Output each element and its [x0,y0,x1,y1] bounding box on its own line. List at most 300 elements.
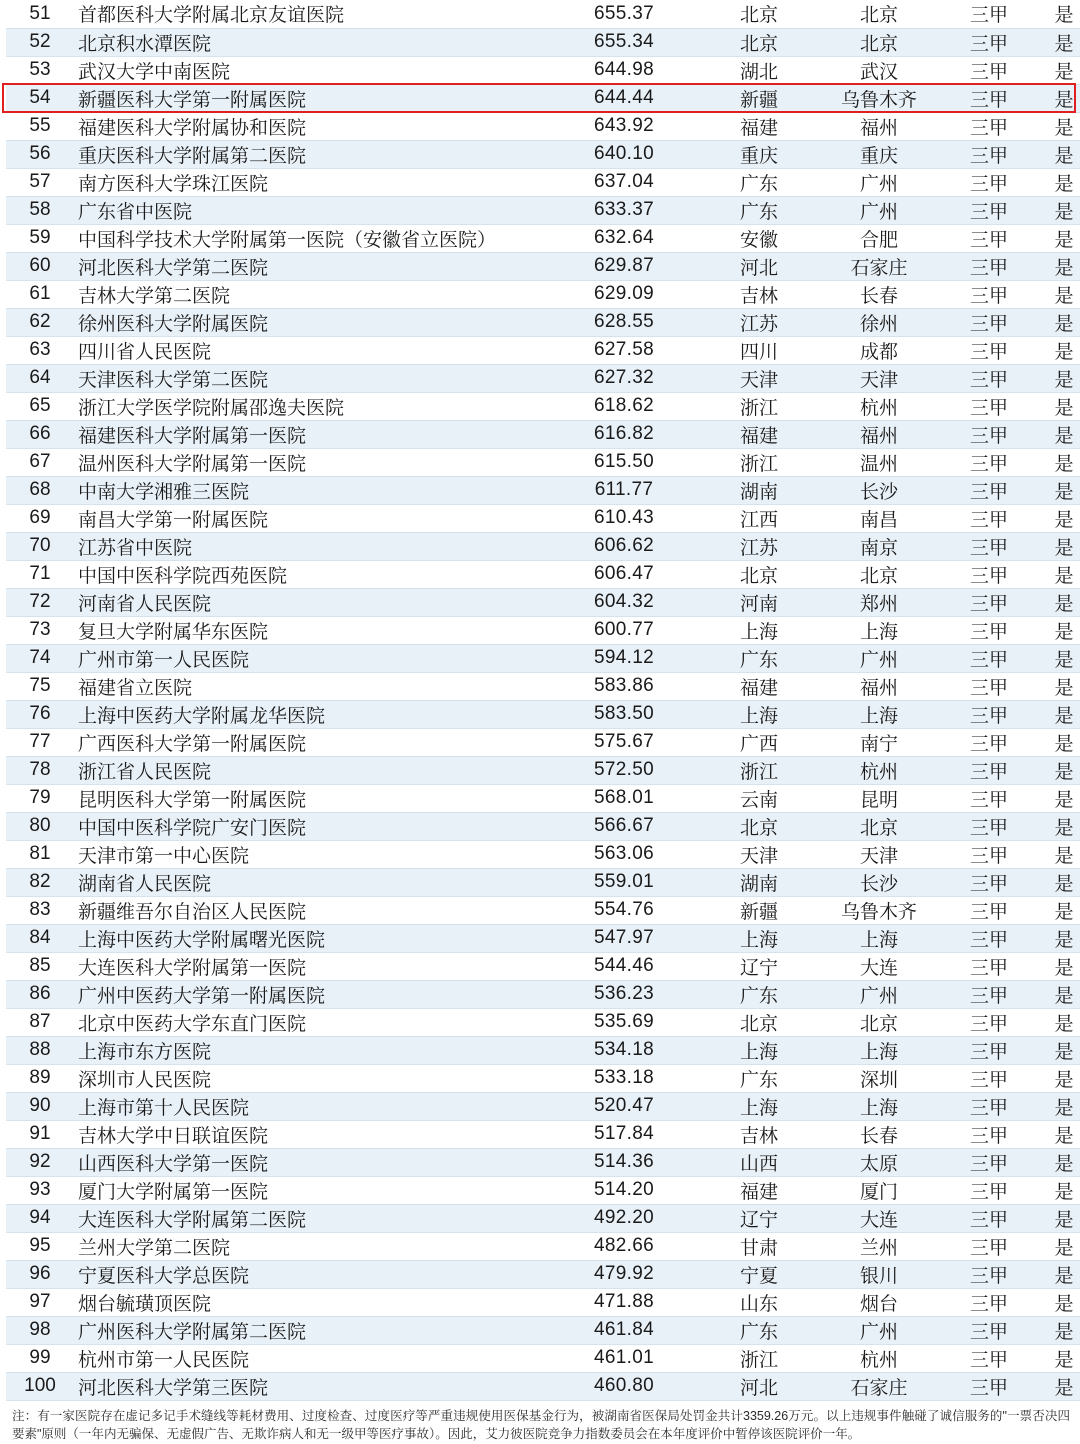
cell-province: 福建 [704,112,814,140]
cell-province: 山西 [704,1148,814,1176]
cell-province: 湖南 [704,868,814,896]
cell-province: 北京 [704,0,814,28]
cell-city: 深圳 [814,1064,944,1092]
cell-rank: 95 [6,1232,74,1260]
cell-level: 三甲 [944,1148,1034,1176]
cell-rank: 76 [6,700,74,728]
table-row [6,336,1080,364]
cell-score: 628.55 [544,308,704,336]
cell-city: 长春 [814,280,944,308]
cell-rank: 90 [6,1092,74,1120]
cell-hospital-name: 首都医科大学附属北京友谊医院 [74,0,544,28]
cell-province: 上海 [704,924,814,952]
cell-province: 甘肃 [704,1232,814,1260]
cell-score: 594.12 [544,644,704,672]
cell-public-flag: 是 [1034,1036,1080,1064]
cell-hospital-name: 湖南省人民医院 [74,868,544,896]
cell-score: 492.20 [544,1204,704,1232]
cell-score: 568.01 [544,784,704,812]
cell-score: 627.32 [544,364,704,392]
cell-level: 三甲 [944,1372,1034,1400]
cell-public-flag: 是 [1034,504,1080,532]
cell-city: 太原 [814,1148,944,1176]
cell-rank: 75 [6,672,74,700]
cell-city: 北京 [814,0,944,28]
cell-province: 河北 [704,252,814,280]
cell-level: 三甲 [944,112,1034,140]
cell-level: 三甲 [944,868,1034,896]
table-row [6,364,1080,392]
ranking-table-body [6,0,1080,1400]
cell-city: 北京 [814,812,944,840]
cell-hospital-name: 中南大学湘雅三医院 [74,476,544,504]
cell-rank: 64 [6,364,74,392]
cell-score: 616.82 [544,420,704,448]
cell-score: 520.47 [544,1092,704,1120]
cell-hospital-name: 浙江大学医学院附属邵逸夫医院 [74,392,544,420]
cell-hospital-name: 南方医科大学珠江医院 [74,168,544,196]
cell-rank: 93 [6,1176,74,1204]
cell-city: 广州 [814,1316,944,1344]
cell-rank: 88 [6,1036,74,1064]
cell-public-flag: 是 [1034,1120,1080,1148]
table-row [6,1008,1080,1036]
cell-province: 云南 [704,784,814,812]
cell-level: 三甲 [944,1064,1034,1092]
cell-rank: 73 [6,616,74,644]
cell-rank: 70 [6,532,74,560]
cell-public-flag: 是 [1034,364,1080,392]
cell-city: 福州 [814,112,944,140]
cell-rank: 54 [6,84,74,112]
table-row [6,532,1080,560]
cell-rank: 77 [6,728,74,756]
cell-level: 三甲 [944,168,1034,196]
table-row [6,448,1080,476]
cell-hospital-name: 上海中医药大学附属曙光医院 [74,924,544,952]
table-row [6,1344,1080,1372]
cell-hospital-name: 兰州大学第二医院 [74,1232,544,1260]
table-row [6,1064,1080,1092]
cell-public-flag: 是 [1034,896,1080,924]
cell-hospital-name: 烟台毓璜顶医院 [74,1288,544,1316]
cell-province: 吉林 [704,280,814,308]
cell-rank: 61 [6,280,74,308]
cell-province: 河南 [704,588,814,616]
cell-level: 三甲 [944,308,1034,336]
cell-score: 514.36 [544,1148,704,1176]
table-row [6,1372,1080,1400]
cell-province: 新疆 [704,84,814,112]
cell-public-flag: 是 [1034,1148,1080,1176]
cell-rank: 52 [6,28,74,56]
cell-public-flag: 是 [1034,140,1080,168]
cell-level: 三甲 [944,1232,1034,1260]
cell-score: 575.67 [544,728,704,756]
cell-rank: 98 [6,1316,74,1344]
cell-province: 福建 [704,1176,814,1204]
cell-city: 上海 [814,616,944,644]
cell-score: 479.92 [544,1260,704,1288]
cell-hospital-name: 河北医科大学第二医院 [74,252,544,280]
table-row [6,224,1080,252]
cell-score: 655.37 [544,0,704,28]
table-row [6,952,1080,980]
cell-score: 644.98 [544,56,704,84]
cell-province: 上海 [704,1092,814,1120]
cell-level: 三甲 [944,56,1034,84]
cell-city: 广州 [814,168,944,196]
cell-province: 浙江 [704,1344,814,1372]
table-row [6,980,1080,1008]
cell-score: 583.86 [544,672,704,700]
table-row [6,784,1080,812]
table-row [6,728,1080,756]
cell-province: 四川 [704,336,814,364]
table-row [6,0,1080,28]
cell-city: 杭州 [814,1344,944,1372]
cell-hospital-name: 浙江省人民医院 [74,756,544,784]
table-row [6,28,1080,56]
cell-rank: 72 [6,588,74,616]
cell-public-flag: 是 [1034,476,1080,504]
cell-city: 南宁 [814,728,944,756]
table-row [6,1092,1080,1120]
cell-province: 宁夏 [704,1260,814,1288]
table-row [6,1204,1080,1232]
cell-public-flag: 是 [1034,1008,1080,1036]
cell-province: 吉林 [704,1120,814,1148]
cell-province: 湖南 [704,476,814,504]
cell-province: 福建 [704,420,814,448]
cell-score: 572.50 [544,756,704,784]
cell-rank: 63 [6,336,74,364]
cell-rank: 86 [6,980,74,1008]
cell-public-flag: 是 [1034,56,1080,84]
cell-city: 合肥 [814,224,944,252]
cell-score: 460.80 [544,1372,704,1400]
cell-hospital-name: 福建医科大学附属协和医院 [74,112,544,140]
cell-rank: 99 [6,1344,74,1372]
cell-level: 三甲 [944,560,1034,588]
cell-public-flag: 是 [1034,1372,1080,1400]
cell-score: 604.32 [544,588,704,616]
cell-city: 南京 [814,532,944,560]
cell-hospital-name: 上海市第十人民医院 [74,1092,544,1120]
cell-hospital-name: 广州医科大学附属第二医院 [74,1316,544,1344]
cell-level: 三甲 [944,728,1034,756]
table-row [6,504,1080,532]
table-row [6,1120,1080,1148]
cell-province: 浙江 [704,392,814,420]
cell-hospital-name: 广西医科大学第一附属医院 [74,728,544,756]
cell-rank: 67 [6,448,74,476]
cell-public-flag: 是 [1034,756,1080,784]
cell-level: 三甲 [944,336,1034,364]
cell-hospital-name: 宁夏医科大学总医院 [74,1260,544,1288]
cell-level: 三甲 [944,448,1034,476]
cell-level: 三甲 [944,224,1034,252]
cell-hospital-name: 天津市第一中心医院 [74,840,544,868]
cell-level: 三甲 [944,252,1034,280]
cell-public-flag: 是 [1034,560,1080,588]
cell-public-flag: 是 [1034,616,1080,644]
cell-city: 郑州 [814,588,944,616]
cell-city: 北京 [814,1008,944,1036]
cell-rank: 94 [6,1204,74,1232]
cell-public-flag: 是 [1034,728,1080,756]
cell-score: 482.66 [544,1232,704,1260]
cell-rank: 79 [6,784,74,812]
cell-score: 534.18 [544,1036,704,1064]
cell-hospital-name: 北京积水潭医院 [74,28,544,56]
cell-city: 长沙 [814,476,944,504]
cell-score: 533.18 [544,1064,704,1092]
table-row [6,588,1080,616]
cell-level: 三甲 [944,476,1034,504]
cell-hospital-name: 福建医科大学附属第一医院 [74,420,544,448]
cell-province: 辽宁 [704,952,814,980]
cell-rank: 65 [6,392,74,420]
cell-public-flag: 是 [1034,336,1080,364]
cell-level: 三甲 [944,1204,1034,1232]
cell-city: 兰州 [814,1232,944,1260]
cell-rank: 53 [6,56,74,84]
cell-province: 天津 [704,364,814,392]
cell-province: 江苏 [704,532,814,560]
cell-rank: 84 [6,924,74,952]
cell-hospital-name: 广州中医药大学第一附属医院 [74,980,544,1008]
cell-rank: 83 [6,896,74,924]
cell-public-flag: 是 [1034,420,1080,448]
cell-public-flag: 是 [1034,784,1080,812]
cell-hospital-name: 大连医科大学附属第一医院 [74,952,544,980]
cell-city: 重庆 [814,140,944,168]
cell-public-flag: 是 [1034,1316,1080,1344]
cell-hospital-name: 江苏省中医院 [74,532,544,560]
cell-province: 广东 [704,168,814,196]
table-row [6,672,1080,700]
cell-city: 温州 [814,448,944,476]
table-row [6,140,1080,168]
cell-level: 三甲 [944,532,1034,560]
cell-city: 徐州 [814,308,944,336]
cell-rank: 55 [6,112,74,140]
cell-hospital-name: 重庆医科大学附属第二医院 [74,140,544,168]
cell-province: 广东 [704,1064,814,1092]
cell-hospital-name: 中国科学技术大学附属第一医院（安徽省立医院） [74,224,544,252]
cell-rank: 59 [6,224,74,252]
table-row [6,616,1080,644]
cell-city: 乌鲁木齐 [814,84,944,112]
table-row [6,840,1080,868]
cell-hospital-name: 中国中医科学院广安门医院 [74,812,544,840]
cell-hospital-name: 吉林大学第二医院 [74,280,544,308]
cell-score: 471.88 [544,1288,704,1316]
cell-city: 南昌 [814,504,944,532]
cell-province: 北京 [704,812,814,840]
cell-city: 武汉 [814,56,944,84]
cell-score: 547.97 [544,924,704,952]
cell-rank: 89 [6,1064,74,1092]
cell-rank: 100 [6,1372,74,1400]
cell-rank: 56 [6,140,74,168]
cell-score: 600.77 [544,616,704,644]
cell-level: 三甲 [944,1036,1034,1064]
cell-city: 昆明 [814,784,944,812]
cell-public-flag: 是 [1034,28,1080,56]
cell-province: 福建 [704,672,814,700]
cell-score: 643.92 [544,112,704,140]
cell-hospital-name: 河南省人民医院 [74,588,544,616]
cell-province: 浙江 [704,756,814,784]
cell-public-flag: 是 [1034,1092,1080,1120]
table-row [6,700,1080,728]
cell-province: 广东 [704,644,814,672]
cell-city: 天津 [814,840,944,868]
cell-public-flag: 是 [1034,812,1080,840]
cell-rank: 74 [6,644,74,672]
cell-rank: 82 [6,868,74,896]
cell-province: 新疆 [704,896,814,924]
cell-public-flag: 是 [1034,952,1080,980]
cell-public-flag: 是 [1034,448,1080,476]
cell-score: 640.10 [544,140,704,168]
table-row [6,308,1080,336]
cell-rank: 96 [6,1260,74,1288]
cell-level: 三甲 [944,1176,1034,1204]
cell-hospital-name: 昆明医科大学第一附属医院 [74,784,544,812]
cell-province: 北京 [704,28,814,56]
table-row [6,644,1080,672]
cell-score: 629.87 [544,252,704,280]
cell-city: 北京 [814,28,944,56]
cell-rank: 51 [6,0,74,28]
cell-city: 北京 [814,560,944,588]
cell-public-flag: 是 [1034,1232,1080,1260]
cell-rank: 57 [6,168,74,196]
cell-city: 福州 [814,420,944,448]
cell-province: 湖北 [704,56,814,84]
cell-score: 514.20 [544,1176,704,1204]
table-row [6,420,1080,448]
cell-level: 三甲 [944,588,1034,616]
cell-province: 北京 [704,1008,814,1036]
cell-city: 上海 [814,700,944,728]
cell-public-flag: 是 [1034,392,1080,420]
cell-city: 石家庄 [814,1372,944,1400]
cell-city: 广州 [814,644,944,672]
cell-public-flag: 是 [1034,1204,1080,1232]
table-row [6,476,1080,504]
cell-hospital-name: 厦门大学附属第一医院 [74,1176,544,1204]
cell-score: 632.64 [544,224,704,252]
table-footnote: 注：有一家医院存在虚记多记手术缝线等耗材费用、过度检查、过度医疗等严重违规使用医保基金行为，被湖南省医保局处罚金共计3359.26万元。以上违规事件触碰了诚信服务的"一票否决四要素"原则（一年内无骗保、无虚假广告、无欺诈病人和无一级甲等医疗事故）。因此，艾力彼医院竞争力指数委员会在本年度评价中暂停该医院评价一年。 [12,1408,1070,1441]
cell-province: 山东 [704,1288,814,1316]
cell-level: 三甲 [944,980,1034,1008]
cell-level: 三甲 [944,700,1034,728]
table-row [6,168,1080,196]
cell-province: 上海 [704,616,814,644]
cell-hospital-name: 复旦大学附属华东医院 [74,616,544,644]
cell-public-flag: 是 [1034,0,1080,28]
cell-level: 三甲 [944,896,1034,924]
cell-public-flag: 是 [1034,196,1080,224]
cell-province: 河北 [704,1372,814,1400]
cell-public-flag: 是 [1034,112,1080,140]
cell-score: 554.76 [544,896,704,924]
cell-level: 三甲 [944,392,1034,420]
cell-score: 559.01 [544,868,704,896]
cell-level: 三甲 [944,140,1034,168]
cell-rank: 62 [6,308,74,336]
cell-province: 广东 [704,196,814,224]
cell-hospital-name: 广州市第一人民医院 [74,644,544,672]
cell-score: 610.43 [544,504,704,532]
cell-public-flag: 是 [1034,84,1080,112]
cell-score: 629.09 [544,280,704,308]
cell-city: 广州 [814,980,944,1008]
cell-level: 三甲 [944,420,1034,448]
cell-province: 重庆 [704,140,814,168]
cell-level: 三甲 [944,1288,1034,1316]
cell-public-flag: 是 [1034,700,1080,728]
table-row [6,756,1080,784]
cell-province: 浙江 [704,448,814,476]
cell-hospital-name: 武汉大学中南医院 [74,56,544,84]
cell-hospital-name: 深圳市人民医院 [74,1064,544,1092]
cell-level: 三甲 [944,1344,1034,1372]
cell-level: 三甲 [944,756,1034,784]
cell-hospital-name: 河北医科大学第三医院 [74,1372,544,1400]
cell-public-flag: 是 [1034,1176,1080,1204]
table-row [6,1176,1080,1204]
cell-rank: 78 [6,756,74,784]
cell-score: 461.01 [544,1344,704,1372]
cell-city: 大连 [814,1204,944,1232]
cell-public-flag: 是 [1034,1260,1080,1288]
cell-level: 三甲 [944,812,1034,840]
cell-city: 广州 [814,196,944,224]
cell-city: 烟台 [814,1288,944,1316]
cell-public-flag: 是 [1034,924,1080,952]
cell-hospital-name: 天津医科大学第二医院 [74,364,544,392]
cell-score: 536.23 [544,980,704,1008]
cell-public-flag: 是 [1034,1344,1080,1372]
cell-public-flag: 是 [1034,1064,1080,1092]
cell-public-flag: 是 [1034,168,1080,196]
table-row [6,1288,1080,1316]
cell-level: 三甲 [944,784,1034,812]
cell-level: 三甲 [944,1260,1034,1288]
cell-province: 北京 [704,560,814,588]
cell-score: 544.46 [544,952,704,980]
table-row [6,868,1080,896]
cell-province: 广西 [704,728,814,756]
cell-province: 广东 [704,980,814,1008]
cell-score: 517.84 [544,1120,704,1148]
cell-province: 上海 [704,1036,814,1064]
table-row [6,1148,1080,1176]
cell-province: 广东 [704,1316,814,1344]
cell-level: 三甲 [944,504,1034,532]
cell-public-flag: 是 [1034,588,1080,616]
cell-hospital-name: 上海市东方医院 [74,1036,544,1064]
cell-rank: 66 [6,420,74,448]
cell-city: 厦门 [814,1176,944,1204]
cell-public-flag: 是 [1034,980,1080,1008]
cell-level: 三甲 [944,196,1034,224]
